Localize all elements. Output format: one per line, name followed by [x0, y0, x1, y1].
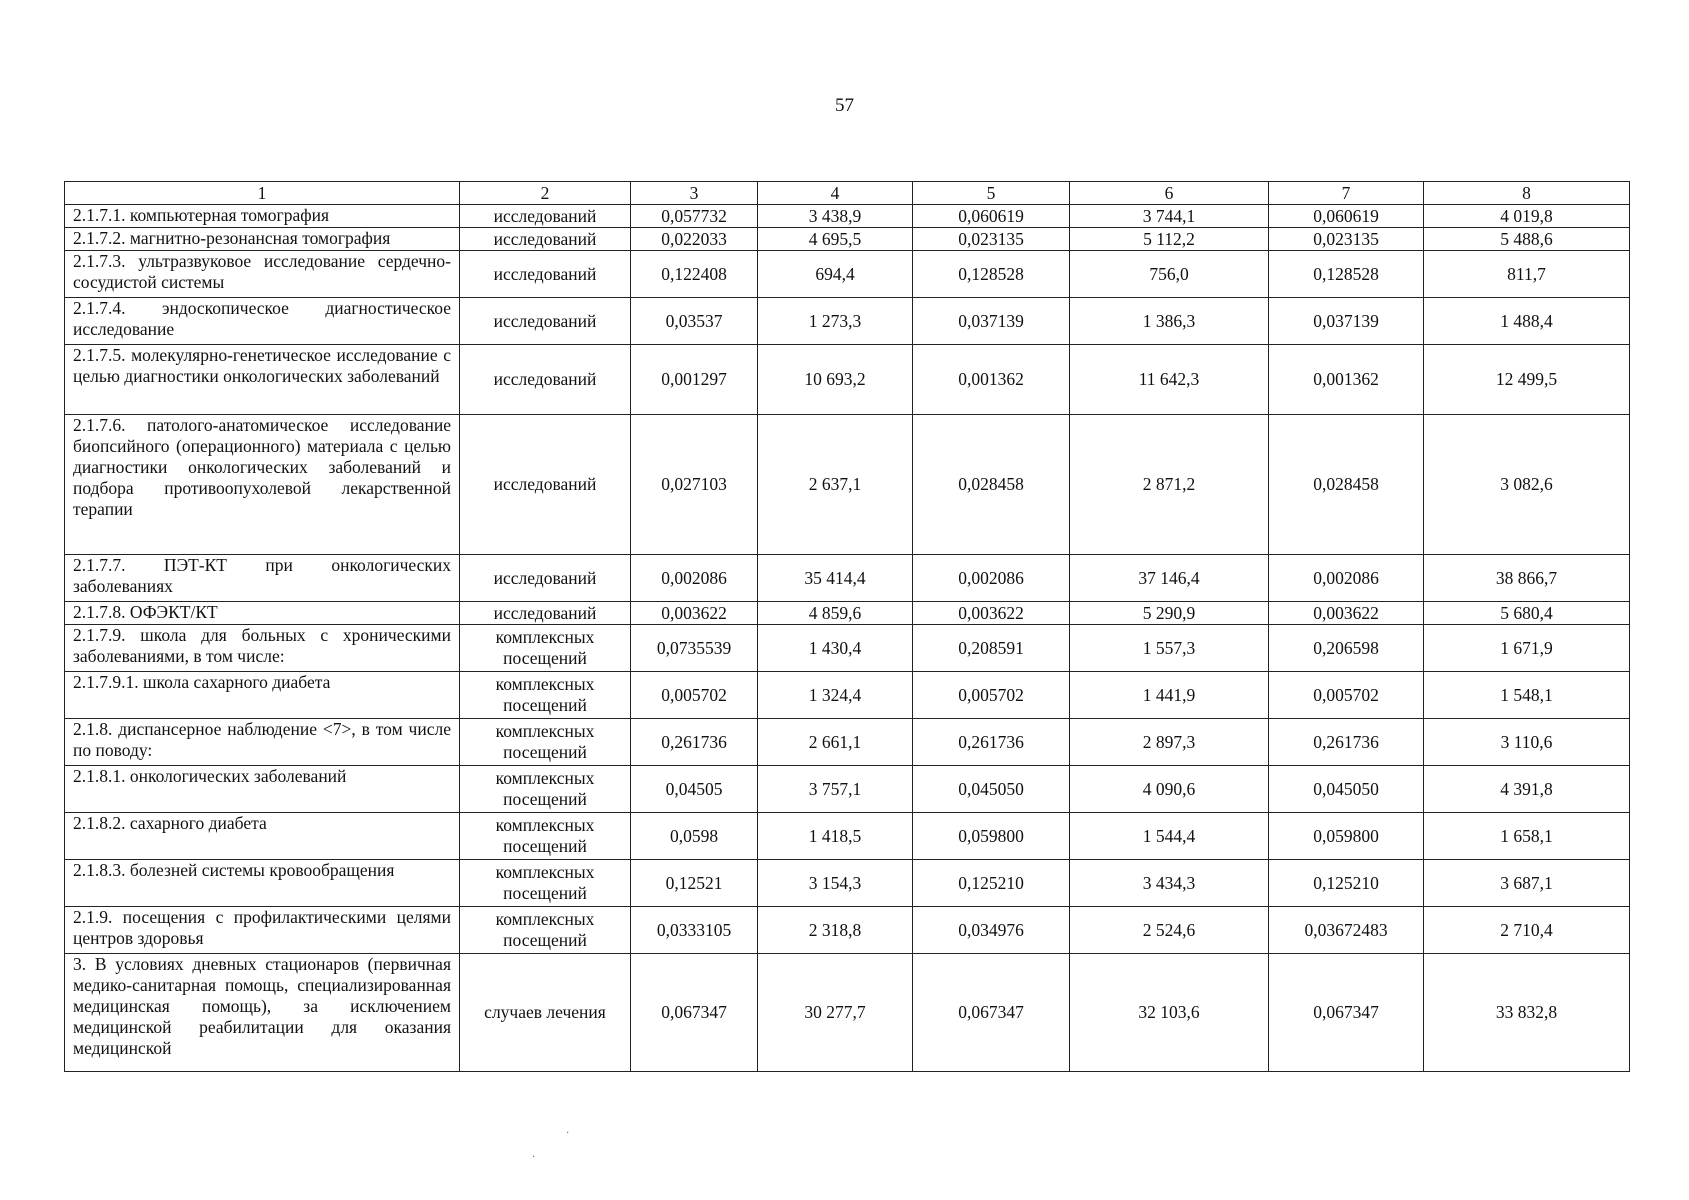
row-unit: комплексных посещений: [460, 625, 631, 672]
scan-speck: ·: [532, 1152, 536, 1163]
row-value: 0,003622: [631, 602, 758, 625]
column-header: 5: [913, 182, 1070, 205]
row-value: 0,005702: [1269, 672, 1424, 719]
row-value: 0,001362: [913, 345, 1070, 415]
row-value: 0,122408: [631, 251, 758, 298]
row-value: 10 693,2: [758, 345, 913, 415]
row-value: 0,261736: [1269, 719, 1424, 766]
row-value: 0,005702: [913, 672, 1070, 719]
row-value: 0,12521: [631, 860, 758, 907]
row-value: 3 434,3: [1070, 860, 1269, 907]
row-value: 0,067347: [631, 954, 758, 1072]
row-value: 3 438,9: [758, 205, 913, 228]
row-value: 37 146,4: [1070, 555, 1269, 602]
row-value: 0,206598: [1269, 625, 1424, 672]
row-value: 4 090,6: [1070, 766, 1269, 813]
row-value: 0,059800: [913, 813, 1070, 860]
row-value: 4 695,5: [758, 228, 913, 251]
row-value: 5 680,4: [1424, 602, 1630, 625]
row-value: 0,037139: [1269, 298, 1424, 345]
row-value: 3 110,6: [1424, 719, 1630, 766]
row-value: 0,002086: [913, 555, 1070, 602]
table-row: [65, 907, 1630, 954]
row-name: 2.1.8.3. болезней системы кровообращения: [65, 860, 460, 907]
row-value: 2 661,1: [758, 719, 913, 766]
row-value: 0,003622: [913, 602, 1070, 625]
row-value: 0,023135: [913, 228, 1070, 251]
row-value: 0,037139: [913, 298, 1070, 345]
row-value: 0,03672483: [1269, 907, 1424, 954]
row-value: 0,059800: [1269, 813, 1424, 860]
row-value: 0,045050: [1269, 766, 1424, 813]
page-number: 57: [835, 95, 854, 116]
table-row: [65, 415, 1630, 555]
row-value: 1 557,3: [1070, 625, 1269, 672]
row-value: 0,125210: [913, 860, 1070, 907]
row-value: 0,002086: [631, 555, 758, 602]
row-value: 1 671,9: [1424, 625, 1630, 672]
row-value: 3 687,1: [1424, 860, 1630, 907]
table-row: [65, 954, 1630, 1072]
row-name: 2.1.7.3. ультразвуковое исследование сердечно-сосудистой системы: [65, 251, 460, 298]
row-value: 2 637,1: [758, 415, 913, 555]
row-value: 38 866,7: [1424, 555, 1630, 602]
table-row: [65, 860, 1630, 907]
row-value: 32 103,6: [1070, 954, 1269, 1072]
row-value: 1 544,4: [1070, 813, 1269, 860]
row-name: 2.1.8.1. онкологических заболеваний: [65, 766, 460, 813]
column-header: 2: [460, 182, 631, 205]
row-value: 0,005702: [631, 672, 758, 719]
row-unit: комплексных посещений: [460, 766, 631, 813]
row-value: 2 897,3: [1070, 719, 1269, 766]
row-value: 11 642,3: [1070, 345, 1269, 415]
row-unit: исследований: [460, 205, 631, 228]
row-value: 0,034976: [913, 907, 1070, 954]
table-row: [65, 766, 1630, 813]
row-value: 811,7: [1424, 251, 1630, 298]
row-value: 0,060619: [913, 205, 1070, 228]
row-name: 2.1.8. диспансерное наблюдение <7>, в том числе по поводу:: [65, 719, 460, 766]
row-value: 0,028458: [1269, 415, 1424, 555]
row-unit: комплексных посещений: [460, 813, 631, 860]
row-value: 0,0598: [631, 813, 758, 860]
row-value: 0,125210: [1269, 860, 1424, 907]
row-value: 0,002086: [1269, 555, 1424, 602]
row-value: 1 418,5: [758, 813, 913, 860]
row-name: 2.1.7.4. эндоскопическое диагностическое исследование: [65, 298, 460, 345]
row-value: 0,028458: [913, 415, 1070, 555]
row-value: 5 290,9: [1070, 602, 1269, 625]
row-value: 0,067347: [913, 954, 1070, 1072]
row-unit: комплексных посещений: [460, 907, 631, 954]
row-value: 0,022033: [631, 228, 758, 251]
row-value: 0,0735539: [631, 625, 758, 672]
row-value: 1 441,9: [1070, 672, 1269, 719]
table-row: [65, 719, 1630, 766]
row-value: 3 154,3: [758, 860, 913, 907]
row-value: 12 499,5: [1424, 345, 1630, 415]
scan-speck: ·: [566, 1128, 570, 1139]
row-value: 35 414,4: [758, 555, 913, 602]
row-value: 2 871,2: [1070, 415, 1269, 555]
row-value: 0,001297: [631, 345, 758, 415]
table-row: [65, 345, 1630, 415]
row-value: 2 710,4: [1424, 907, 1630, 954]
row-value: 0,067347: [1269, 954, 1424, 1072]
column-header: 3: [631, 182, 758, 205]
row-value: 0,261736: [631, 719, 758, 766]
table-row: [65, 672, 1630, 719]
row-value: 1 430,4: [758, 625, 913, 672]
table-row: [65, 251, 1630, 298]
row-value: 33 832,8: [1424, 954, 1630, 1072]
row-value: 1 324,4: [758, 672, 913, 719]
row-name: 2.1.9. посещения с профилактическими целями центров здоровья: [65, 907, 460, 954]
row-value: 1 386,3: [1070, 298, 1269, 345]
row-value: 0,003622: [1269, 602, 1424, 625]
row-value: 1 273,3: [758, 298, 913, 345]
row-value: 0,03537: [631, 298, 758, 345]
row-unit: исследований: [460, 415, 631, 555]
table-row: [65, 228, 1630, 251]
row-unit: исследований: [460, 345, 631, 415]
row-value: 0,208591: [913, 625, 1070, 672]
row-value: 0,128528: [913, 251, 1070, 298]
row-unit: комплексных посещений: [460, 672, 631, 719]
row-value: 5 112,2: [1070, 228, 1269, 251]
column-header-row: [65, 182, 1630, 205]
row-value: 30 277,7: [758, 954, 913, 1072]
row-value: 3 757,1: [758, 766, 913, 813]
row-value: 0,023135: [1269, 228, 1424, 251]
row-name: 2.1.7.6. патолого-анатомическое исследование биопсийного (операционного) материала с целью диагностики онкологических заболеваний и подбора противоопухолевой лекарственной терапии: [65, 415, 460, 555]
row-name: 2.1.7.8. ОФЭКТ/КТ: [65, 602, 460, 625]
row-value: 0,04505: [631, 766, 758, 813]
row-unit: комплексных посещений: [460, 860, 631, 907]
row-value: 1 488,4: [1424, 298, 1630, 345]
row-unit: исследований: [460, 228, 631, 251]
row-name: 2.1.7.9.1. школа сахарного диабета: [65, 672, 460, 719]
row-unit: исследований: [460, 298, 631, 345]
column-header: 8: [1424, 182, 1630, 205]
row-value: 4 859,6: [758, 602, 913, 625]
table-row: [65, 205, 1630, 228]
row-value: 2 524,6: [1070, 907, 1269, 954]
table-row: [65, 602, 1630, 625]
row-name: 2.1.8.2. сахарного диабета: [65, 813, 460, 860]
row-unit: комплексных посещений: [460, 719, 631, 766]
table-row: [65, 625, 1630, 672]
row-value: 3 744,1: [1070, 205, 1269, 228]
row-unit: исследований: [460, 251, 631, 298]
row-value: 0,261736: [913, 719, 1070, 766]
table-row: [65, 298, 1630, 345]
row-value: 4 019,8: [1424, 205, 1630, 228]
row-value: 0,0333105: [631, 907, 758, 954]
row-value: 2 318,8: [758, 907, 913, 954]
row-value: 1 658,1: [1424, 813, 1630, 860]
row-value: 5 488,6: [1424, 228, 1630, 251]
row-name: 2.1.7.2. магнитно-резонансная томография: [65, 228, 460, 251]
table-row: [65, 555, 1630, 602]
row-value: 3 082,6: [1424, 415, 1630, 555]
column-header: 7: [1269, 182, 1424, 205]
row-unit: исследований: [460, 555, 631, 602]
row-name: 2.1.7.1. компьютерная томография: [65, 205, 460, 228]
row-value: 0,045050: [913, 766, 1070, 813]
row-value: 0,027103: [631, 415, 758, 555]
row-value: 694,4: [758, 251, 913, 298]
row-name: 3. В условиях дневных стационаров (первичная медико-санитарная помощь, специализированная медицинская помощь), за исключением медицинской реабилитации для оказания медицинской: [65, 954, 460, 1072]
row-name: 2.1.7.9. школа для больных с хроническими заболеваниями, в том числе:: [65, 625, 460, 672]
column-header: 4: [758, 182, 913, 205]
row-value: 0,001362: [1269, 345, 1424, 415]
row-value: 0,060619: [1269, 205, 1424, 228]
row-value: 0,057732: [631, 205, 758, 228]
row-value: 756,0: [1070, 251, 1269, 298]
row-unit: случаев лечения: [460, 954, 631, 1072]
tariff-table: [64, 181, 1630, 1072]
row-unit: исследований: [460, 602, 631, 625]
table-row: [65, 813, 1630, 860]
column-header: 1: [65, 182, 460, 205]
row-value: 0,128528: [1269, 251, 1424, 298]
row-value: 4 391,8: [1424, 766, 1630, 813]
row-name: 2.1.7.7. ПЭТ-КТ при онкологических заболеваниях: [65, 555, 460, 602]
row-name: 2.1.7.5. молекулярно-генетическое исследование с целью диагностики онкологических заболеваний: [65, 345, 460, 415]
column-header: 6: [1070, 182, 1269, 205]
row-value: 1 548,1: [1424, 672, 1630, 719]
